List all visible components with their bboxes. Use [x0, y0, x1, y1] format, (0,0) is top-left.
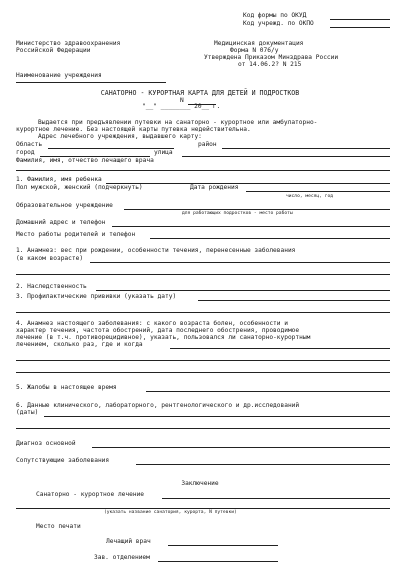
- vaccinations-label: 3. Профилактические прививки (указать дату): [16, 293, 177, 300]
- anamnesis4c: лечение (в т.ч. противорецидивное), указать, пользовался ли санаторно-курортным: [16, 334, 311, 341]
- anamnesis4b: характер течения, частота обострений, дата последнего обострения, проводимое: [16, 327, 300, 334]
- anamnesis1b-label: (в каком возрасте): [16, 255, 84, 262]
- district-label: район: [198, 141, 217, 148]
- parents-label: Место работы родителей и телефон: [16, 231, 136, 238]
- doctor-sign-field[interactable]: [168, 545, 278, 546]
- okud-field[interactable]: [330, 19, 390, 20]
- heredity-field[interactable]: [96, 290, 390, 291]
- diagnosis-field[interactable]: [92, 447, 390, 448]
- complaints-label: 5. Жалобы в настоящее время: [16, 384, 117, 391]
- diagnosis-label: Диагноз основной: [16, 440, 76, 447]
- region-label: Область: [16, 141, 43, 148]
- doctor-field[interactable]: [16, 170, 390, 171]
- conclusion-label: Заключение: [181, 480, 219, 487]
- education-field[interactable]: [124, 209, 390, 210]
- spa-hint: (указать название санатория, курорта, N путевки): [104, 510, 237, 515]
- vaccinations-field[interactable]: [198, 300, 390, 301]
- clinical-field[interactable]: [44, 416, 390, 417]
- education-label: Образовательное учреждение: [16, 202, 113, 209]
- concomitant-label: Сопутствующие заболевания: [16, 457, 110, 464]
- home-field[interactable]: [112, 226, 390, 227]
- city-label: город: [16, 149, 35, 156]
- anamnesis4-field-2[interactable]: [16, 360, 390, 361]
- okpo-field[interactable]: [330, 27, 390, 28]
- med-doc-line2: Форма N 076/у: [230, 47, 279, 54]
- work-hint: для работающих подростков - место работы: [182, 211, 293, 216]
- spa-field-2[interactable]: [16, 508, 390, 509]
- med-doc-line1: Медицинская документация: [214, 40, 304, 47]
- ministry-line1: Министерство здравоохранения: [16, 40, 121, 47]
- child-name-label: 1. Фамилия, имя ребенка: [16, 176, 102, 183]
- doctor-sign-label: Лечащий врач: [106, 538, 151, 545]
- spa-label: Санаторно - курортное лечение: [36, 491, 145, 498]
- heredity-label: 2. Наследственность: [16, 283, 87, 290]
- anamnesis1-label: 1. Анамнез: вес при рождении, особенности течения, перенесенные заболевания: [16, 247, 296, 254]
- anamnesis1-field[interactable]: [90, 262, 390, 263]
- district-field[interactable]: [222, 148, 390, 149]
- street-label: улица: [154, 149, 173, 156]
- vaccinations-field-2[interactable]: [16, 312, 390, 313]
- birth-field[interactable]: [246, 191, 390, 192]
- head-sign-field[interactable]: [158, 561, 278, 562]
- okpo-label: Код учрежд. по ОКПО: [243, 20, 314, 27]
- institution-label: Наименование учреждения: [16, 72, 102, 79]
- intro-line2: курортное лечение. Без настоящей карты путевка недействительна.: [16, 126, 251, 133]
- number-label: N: [180, 97, 184, 104]
- spa-field[interactable]: [162, 498, 390, 499]
- clinical-field-2[interactable]: [16, 428, 390, 429]
- address-label: Адрес лечебного учреждения, выдавшего карту:: [38, 133, 202, 140]
- clinical-label-b: (даты): [16, 409, 39, 416]
- parents-field[interactable]: [150, 238, 390, 239]
- street-field[interactable]: [182, 156, 390, 157]
- date-line: "__" ________ 20__ г.: [142, 103, 221, 110]
- child-name-field[interactable]: [106, 183, 390, 184]
- doctor-label: Фамилия, имя, отчество лечащего врача: [16, 157, 154, 164]
- clinical-label-a: 6. Данные клинического, лабораторного, рентгенологического и др.исследований: [16, 402, 300, 409]
- complaints-field[interactable]: [146, 391, 390, 392]
- med-doc-line4: от 14.06.2? N 215: [238, 61, 302, 68]
- head-label: Зав. отделением: [94, 554, 150, 561]
- sex-label: Пол мужской, женский (подчеркнуть): [16, 184, 143, 191]
- concomitant-field[interactable]: [136, 464, 390, 465]
- intro-line1: Выдается при предъявлении путевки на санаторно - курортное или амбулаторно-: [38, 119, 318, 126]
- home-label: Домашний адрес и телефон: [16, 219, 106, 226]
- anamnesis4d: лечением, сколько раз, где и когда: [16, 341, 143, 348]
- okud-label: Код формы по ОКУД: [243, 12, 307, 19]
- birth-label: Дата рождения: [190, 184, 239, 191]
- form-title: САНАТОРНО - КУРОРТНАЯ КАРТА ДЛЯ ДЕТЕЙ И ПОДРОСТКОВ: [100, 89, 300, 97]
- anamnesis4-field[interactable]: [170, 348, 390, 349]
- ministry-line2: Российской Федерации: [16, 47, 91, 54]
- anamnesis1-field-2[interactable]: [16, 274, 390, 275]
- institution-field[interactable]: [16, 82, 166, 83]
- anamnesis4-field-3[interactable]: [16, 372, 390, 373]
- anamnesis4a: 4. Анамнез настоящего заболевания: с какого возраста болен, особенности и: [16, 320, 288, 327]
- birth-hint: число, месяц, год: [286, 194, 334, 199]
- med-doc-line3: Утверждена Приказом Минздрава России: [204, 54, 339, 61]
- stamp-label: Место печати: [36, 523, 81, 530]
